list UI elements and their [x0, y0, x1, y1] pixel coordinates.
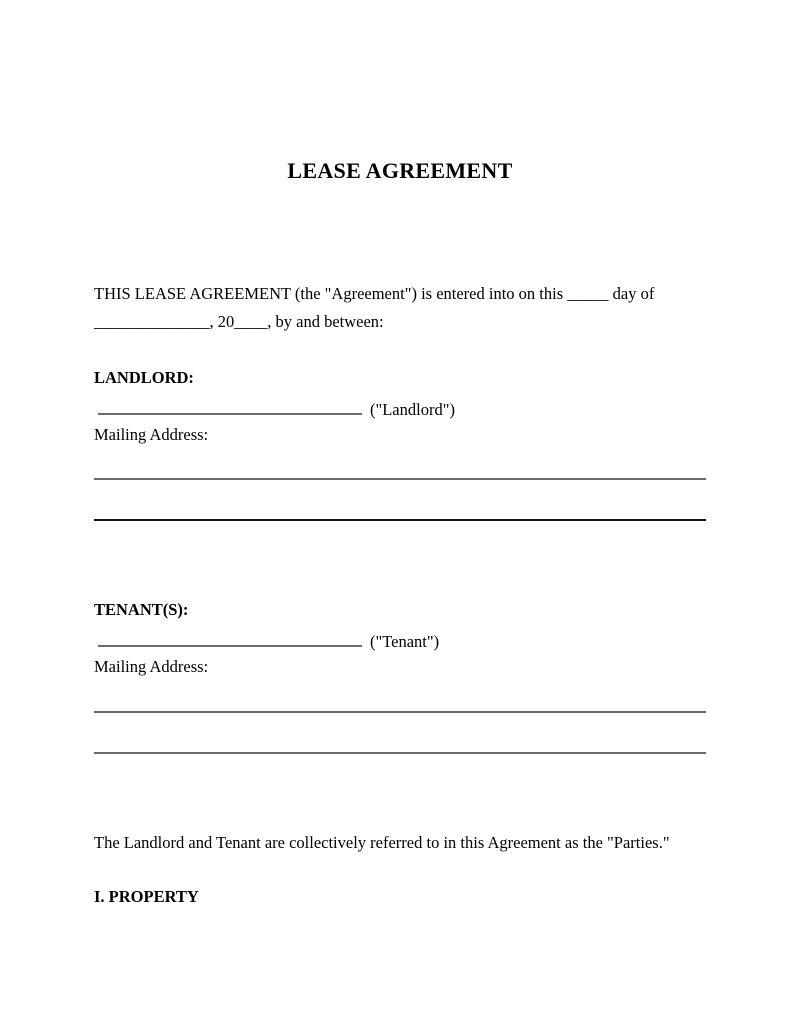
landlord-signature-line[interactable] — [98, 413, 362, 415]
tenant-signature-line[interactable] — [98, 645, 362, 647]
tenant-section — [94, 598, 708, 622]
landlord-address-line-2[interactable] — [94, 519, 706, 521]
intro-line-1: THIS LEASE AGREEMENT (the "Agreement") is entered into on this _____ day of — [94, 284, 655, 303]
landlord-label: LANDLORD: — [94, 368, 194, 387]
landlord-signature-caption: ("Landlord") — [370, 400, 455, 419]
landlord-signature-row — [94, 394, 708, 420]
section-heading-property — [94, 885, 708, 909]
tenant-signature-row — [94, 626, 708, 652]
section-heading-property-text: I. PROPERTY — [94, 887, 199, 906]
tenant-label: TENANT(S): — [94, 600, 189, 619]
intro-line-2: ______________, 20____, by and between: — [94, 312, 384, 331]
tenant-mailing-address — [94, 654, 708, 680]
parties-statement — [94, 829, 708, 857]
tenant-signature-caption: ("Tenant") — [370, 632, 440, 651]
parties-statement-text: The Landlord and Tenant are collectively referred to in this Agreement as the "Parties." — [94, 833, 670, 852]
landlord-section — [94, 366, 708, 390]
landlord-mailing-address — [94, 422, 708, 448]
tenant-address-line-2[interactable] — [94, 752, 706, 754]
intro-paragraph — [94, 280, 708, 336]
page-title: LEASE AGREEMENT — [287, 158, 513, 183]
landlord-address-line-1[interactable] — [94, 478, 706, 480]
tenant-address-line-1[interactable] — [94, 711, 706, 713]
tenant-mailing-address-label: Mailing Address: — [94, 657, 209, 676]
landlord-mailing-address-label: Mailing Address: — [94, 425, 209, 444]
